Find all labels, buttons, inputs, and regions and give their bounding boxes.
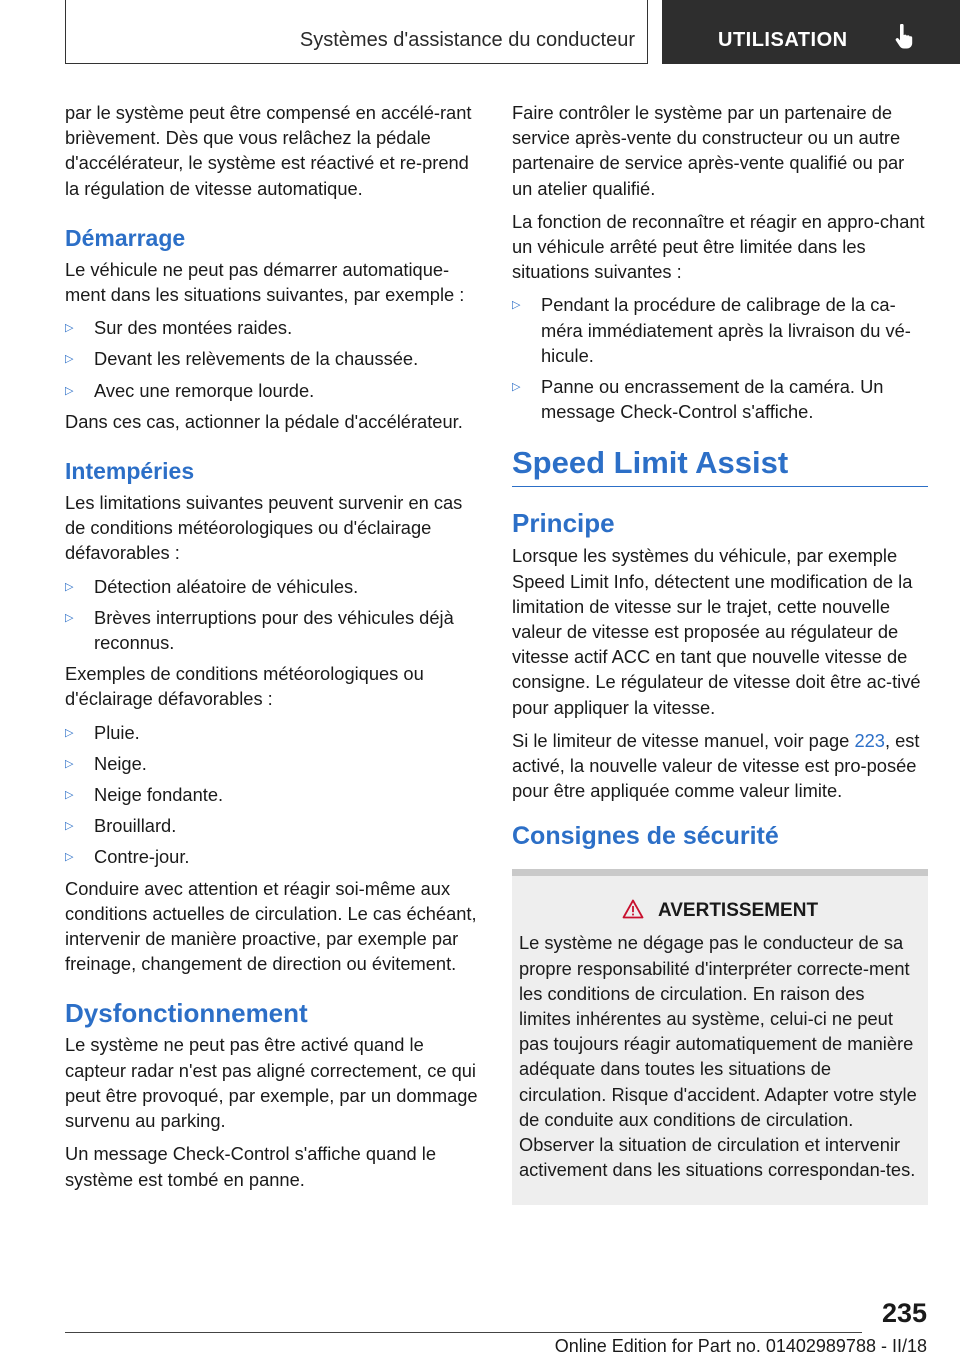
header-chapter-title: UTILISATION bbox=[718, 29, 848, 51]
intemperies-list bbox=[65, 574, 480, 656]
limitation-paragraph: La fonction de reconnaître et réagir en appro-chant un véhicule arrêté peut être limitée dans les situations suivantes : bbox=[512, 210, 925, 283]
warning-box bbox=[512, 869, 928, 1204]
triangle-bullet-icon: ▷ bbox=[65, 611, 74, 624]
header-section-box bbox=[65, 0, 648, 64]
demarrage-after: Dans ces cas, actionner la pédale d'accélérateur. bbox=[65, 410, 463, 432]
warning-text: Le système ne dégage pas le conducteur de sa propre responsabilité d'interpréter correcte-ment les conditions de circulation. En raison des limites inhérentes au système, celui-ci ne peut pas toujours réagir automatiquement de manière adéquate dans toutes les situations de circulation. Risque d'accident. Adapter votre style de conduite aux conditions de circulation. Observer la situation de circulation et intervenir activement dans les situations correspondan-tes. bbox=[519, 932, 917, 1181]
triangle-bullet-icon: ▷ bbox=[65, 322, 74, 335]
right-column bbox=[512, 100, 928, 1205]
heading-consignes: Consignes de sécurité bbox=[512, 822, 779, 851]
warning-triangle-icon bbox=[622, 899, 644, 919]
heading-demarrage: Démarrage bbox=[65, 224, 186, 251]
limitation-list bbox=[512, 292, 928, 424]
section-title-speed-limit-assist: Speed Limit Assist bbox=[512, 444, 928, 487]
triangle-bullet-icon: ▷ bbox=[65, 789, 74, 802]
principe-text: Lorsque les systèmes du véhicule, par exemple Speed Limit Info, détectent une modification de la limitation de vitesse sur le trajet, cette nouvelle valeur de vitesse est proposée au régulateur de vitesse actif ACC en tant que nouvelle vitesse de consigne. Le régulateur de vitesse doit être ac-tivé pour appliquer la vitesse. bbox=[512, 545, 921, 718]
list-item: ▷ Neige. bbox=[65, 752, 147, 774]
list-item: ▷ Avec une remorque lourde. bbox=[65, 379, 315, 401]
heading-dysfonctionnement: Dysfonctionnement bbox=[65, 998, 308, 1029]
list-item: ▷ Contre-jour. bbox=[65, 846, 190, 868]
page-number: 235 bbox=[881, 1298, 927, 1328]
list-item: ▷ Neige fondante. bbox=[65, 784, 224, 806]
triangle-bullet-icon: ▷ bbox=[65, 851, 74, 864]
heading-intemperies: Intempéries bbox=[65, 458, 195, 485]
triangle-bullet-icon: ▷ bbox=[65, 384, 74, 397]
triangle-bullet-icon: ▷ bbox=[512, 299, 521, 312]
left-column bbox=[65, 100, 480, 1200]
list-item: ▷ Devant les relèvements de la chaussée. bbox=[65, 348, 419, 370]
intro-paragraph: par le système peut être compensé en accélé-rant brièvement. Dès que vous relâchez la pédale d'accélérateur, le système est réactivé et re-prend la régulation de vitesse automatique. bbox=[65, 102, 472, 199]
demarrage-text: Le véhicule ne peut pas démarrer automatique-ment dans les situations suivantes, par exemple : bbox=[65, 258, 465, 306]
list-item: ▷ Brèves interruptions pour des véhicules déjà reconnus. bbox=[65, 606, 454, 654]
footer-divider bbox=[65, 1332, 862, 1333]
list-item: ▷ Brouillard. bbox=[65, 815, 177, 837]
heading-principe: Principe bbox=[512, 508, 615, 539]
triangle-bullet-icon: ▷ bbox=[65, 353, 74, 366]
list-item: ▷ Panne ou encrassement de la caméra. Un message Check-Control s'affiche. bbox=[512, 376, 884, 423]
header-section-title: Systèmes d'assistance du conducteur bbox=[299, 29, 635, 51]
triangle-bullet-icon: ▷ bbox=[65, 757, 74, 770]
service-paragraph: Faire contrôler le système par un partenaire de service après-vente du constructeur ou un autre partenaire de service après-vente qualifié ou par un atelier qualifié. bbox=[512, 102, 905, 199]
principe-text2: Si le limiteur de vitesse manuel, voir page 223, est activé, la nouvelle valeur de vitesse est pro-posée pour être appliquée comme valeur limite. bbox=[512, 729, 920, 802]
triangle-bullet-icon: ▷ bbox=[65, 580, 74, 593]
demarrage-list bbox=[65, 315, 480, 403]
list-item: ▷ Détection aléatoire de véhicules. bbox=[65, 575, 359, 597]
triangle-bullet-icon: ▷ bbox=[65, 820, 74, 833]
intemperies-text2: Exemples de conditions météorologiques ou d'éclairage défavorables : bbox=[65, 663, 424, 710]
page-link-223[interactable]: 223 bbox=[854, 729, 885, 751]
dysfonctionnement-text: Le système ne peut pas être activé quand le capteur radar n'est pas aligné correctement, ce qui peut être provoqué, par exemple, par un dommage survenu au parking. bbox=[65, 1034, 478, 1132]
conditions-list bbox=[65, 720, 480, 870]
header-chapter-box bbox=[662, 0, 960, 64]
triangle-bullet-icon: ▷ bbox=[65, 726, 74, 739]
dysfonctionnement-text2: Un message Check-Control s'affiche quand le système est tombé en panne. bbox=[65, 1143, 437, 1190]
list-item: ▷ Pluie. bbox=[65, 721, 140, 743]
warning-title: AVERTISSEMENT bbox=[519, 898, 921, 924]
footer-edition: Online Edition for Part no. 01402989788 - II/18 bbox=[554, 1336, 927, 1356]
intemperies-after: Conduire avec attention et réagir soi-même aux conditions actuelles de circulation. Le cas échéant, intervenir de manière proactive, par exemple par freinage, changement de direction ou évitement. bbox=[65, 877, 477, 975]
list-item: ▷ Pendant la procédure de calibrage de la ca-méra immédiatement après la livraison du vé-hicule. bbox=[512, 294, 911, 366]
hand-pointer-icon bbox=[894, 24, 916, 50]
intemperies-text: Les limitations suivantes peuvent survenir en cas de conditions météorologiques ou d'éclairage défavorables : bbox=[65, 492, 463, 564]
list-item: ▷ Sur des montées raides. bbox=[65, 317, 293, 339]
triangle-bullet-icon: ▷ bbox=[512, 381, 521, 394]
